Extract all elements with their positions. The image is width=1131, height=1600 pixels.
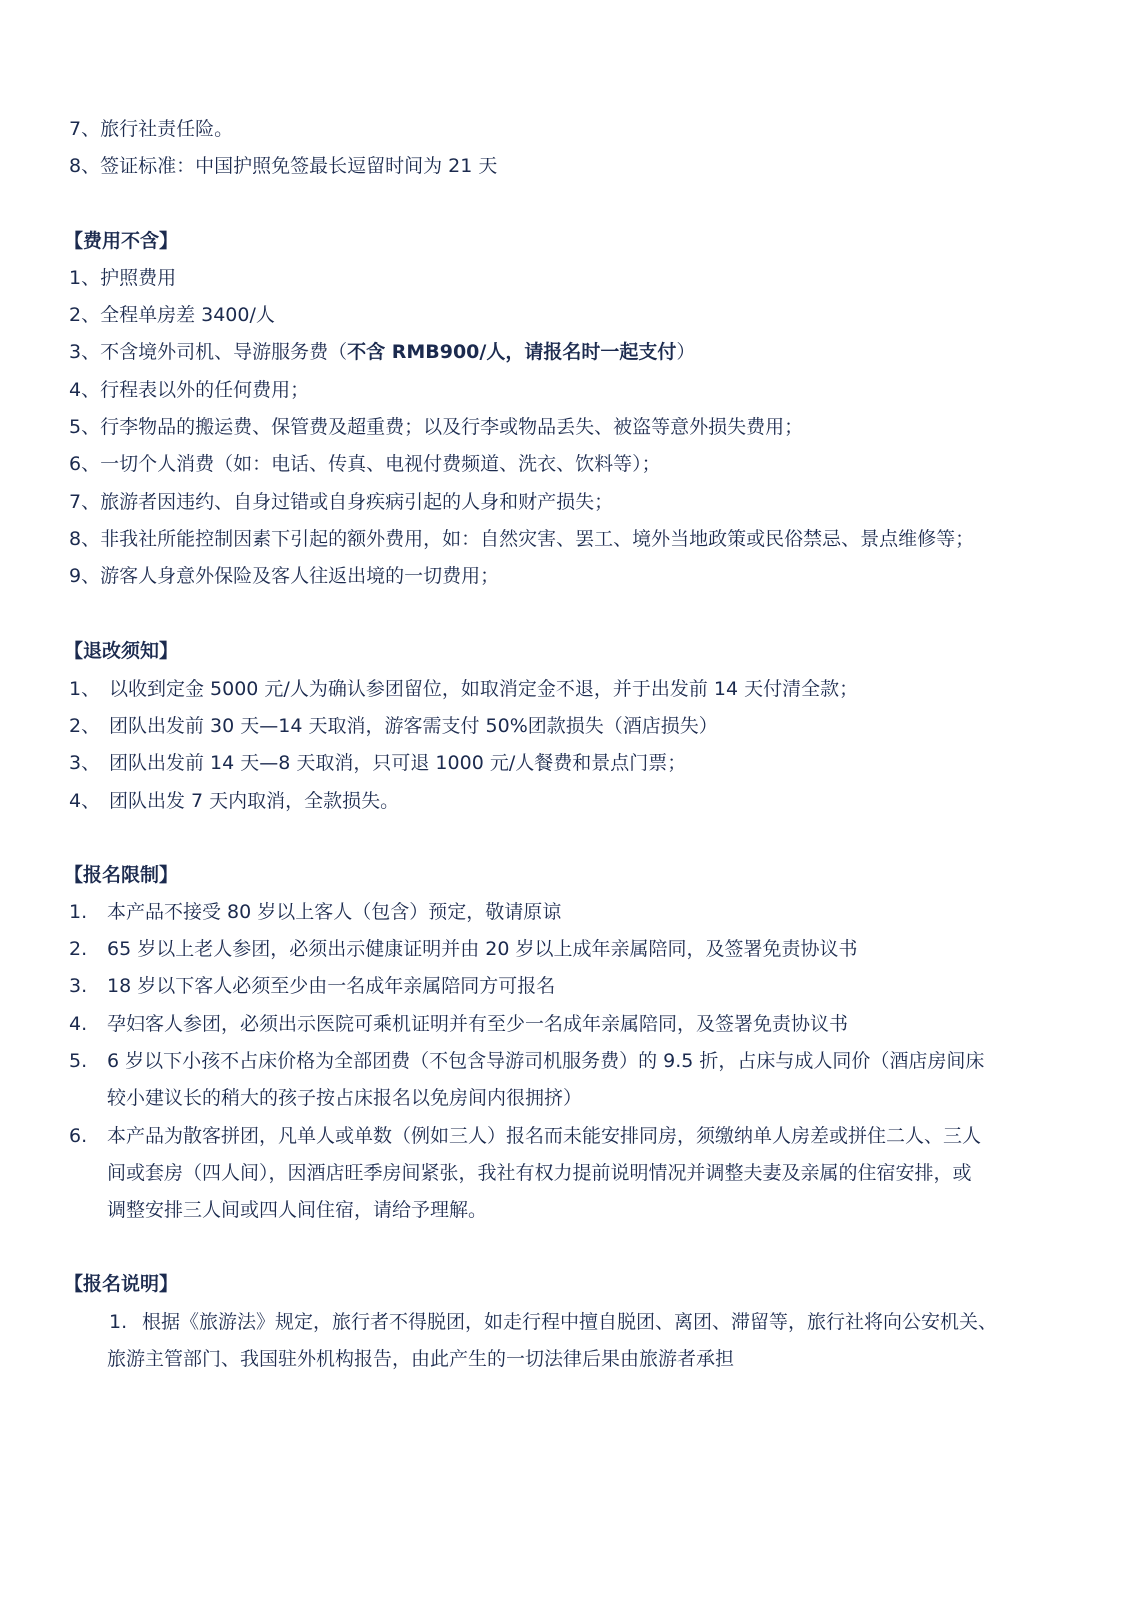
- limits-item-3: 18 岁以下客人必须至少由一名成年亲属陪同方可报名: [107, 975, 556, 997]
- excluded-item-1: 1、护照费用: [69, 267, 177, 289]
- included-item-7: 7、旅行社责任险。: [69, 118, 234, 140]
- excluded-item-4: 4、行程表以外的任何费用；: [69, 379, 310, 401]
- limits-item-3-number: 3.: [69, 975, 88, 997]
- notes-item-1-line-1: 根据《旅游法》规定，旅行者不得脱团，如走行程中擅自脱团、离团、滞留等，旅行社将向公安机关、: [142, 1311, 998, 1333]
- included-item-8: 8、签证标准：中国护照免签最长逗留时间为 21 天: [69, 155, 498, 177]
- limits-item-5-line-1: 6 岁以下小孩不占床价格为全部团费（不包含导游司机服务费）的 9.5 折，占床与成人同价（酒店房间床: [107, 1050, 985, 1072]
- refund-item-2-number: 2、: [69, 715, 101, 737]
- limits-item-4-number: 4.: [69, 1013, 88, 1035]
- excluded-item-5: 5、行李物品的搬运费、保管费及超重费；以及行李或物品丢失、被盗等意外损失费用；: [69, 416, 804, 438]
- notes-item-1-number: 1.: [109, 1311, 128, 1333]
- limits-item-6-line-1: 本产品为散客拼团，凡单人或单数（例如三人）报名而未能安排同房，须缴纳单人房差或拼住二人、三人: [107, 1125, 982, 1147]
- limits-item-6-line-3: 调整安排三人间或四人间住宿，请给予理解。: [107, 1199, 488, 1221]
- excluded-item-7: 7、旅游者因违约、自身过错或自身疾病引起的人身和财产损失；: [69, 491, 614, 513]
- refund-item-1-number: 1、: [69, 678, 101, 700]
- limits-item-1: 本产品不接受 80 岁以上客人（包含）预定，敬请原谅: [107, 901, 562, 923]
- refund-item-3: 团队出发前 14 天—8 天取消，只可退 1000 元/人餐费和景点门票；: [109, 752, 687, 774]
- limits-item-5-line-2: 较小建议长的稍大的孩子按占床报名以免房间内很拥挤）: [107, 1087, 583, 1109]
- limits-item-1-number: 1.: [69, 901, 88, 923]
- refund-item-3-number: 3、: [69, 752, 101, 774]
- refund-item-4-number: 4、: [69, 790, 101, 812]
- excluded-item-3-suffix: ）: [676, 341, 696, 363]
- section-heading-refund: 【退改须知】: [64, 640, 179, 662]
- notes-item-1-line-2: 旅游主管部门、我国驻外机构报告，由此产生的一切法律后果由旅游者承担: [107, 1348, 735, 1370]
- excluded-item-3: [69, 339, 695, 365]
- section-heading-excluded: 【费用不含】: [64, 230, 179, 252]
- section-heading-limits: 【报名限制】: [64, 864, 179, 886]
- refund-item-4: 团队出发 7 天内取消，全款损失。: [109, 790, 400, 812]
- limits-item-2: 65 岁以上老人参团，必须出示健康证明并由 20 岁以上成年亲属陪同，及签署免责协议书: [107, 938, 858, 960]
- limits-item-6-number: 6.: [69, 1125, 88, 1147]
- excluded-item-8: 8、非我社所能控制因素下引起的额外费用，如：自然灾害、罢工、境外当地政策或民俗禁忌、景点维修等；: [69, 528, 975, 550]
- excluded-item-2: 2、全程单房差 3400/人: [69, 304, 275, 326]
- limits-item-4: 孕妇客人参团，必须出示医院可乘机证明并有至少一名成年亲属陪同，及签署免责协议书: [107, 1013, 849, 1035]
- refund-item-2: 团队出发前 30 天—14 天取消，游客需支付 50%团款损失（酒店损失）: [109, 715, 718, 737]
- excluded-item-9: 9、游客人身意外保险及客人往返出境的一切费用；: [69, 565, 500, 587]
- limits-item-6-line-2: 间或套房（四人间），因酒店旺季房间紧张，我社有权力提前说明情况并调整夫妻及亲属的住宿安排，或: [107, 1162, 972, 1184]
- limits-item-2-number: 2.: [69, 938, 88, 960]
- excluded-item-3-prefix: 3、不含境外司机、导游服务费（: [69, 341, 348, 363]
- refund-item-1: 以收到定金 5000 元/人为确认参团留位，如取消定金不退，并于出发前 14 天付清全款；: [109, 678, 859, 700]
- excluded-item-6: 6、一切个人消费（如：电话、传真、电视付费频道、洗衣、饮料等）；: [69, 453, 661, 475]
- limits-item-5-number: 5.: [69, 1050, 88, 1072]
- section-heading-notes: 【报名说明】: [64, 1273, 179, 1295]
- excluded-item-3-bold: 不含 RMB900/人，请报名时一起支付: [347, 341, 677, 363]
